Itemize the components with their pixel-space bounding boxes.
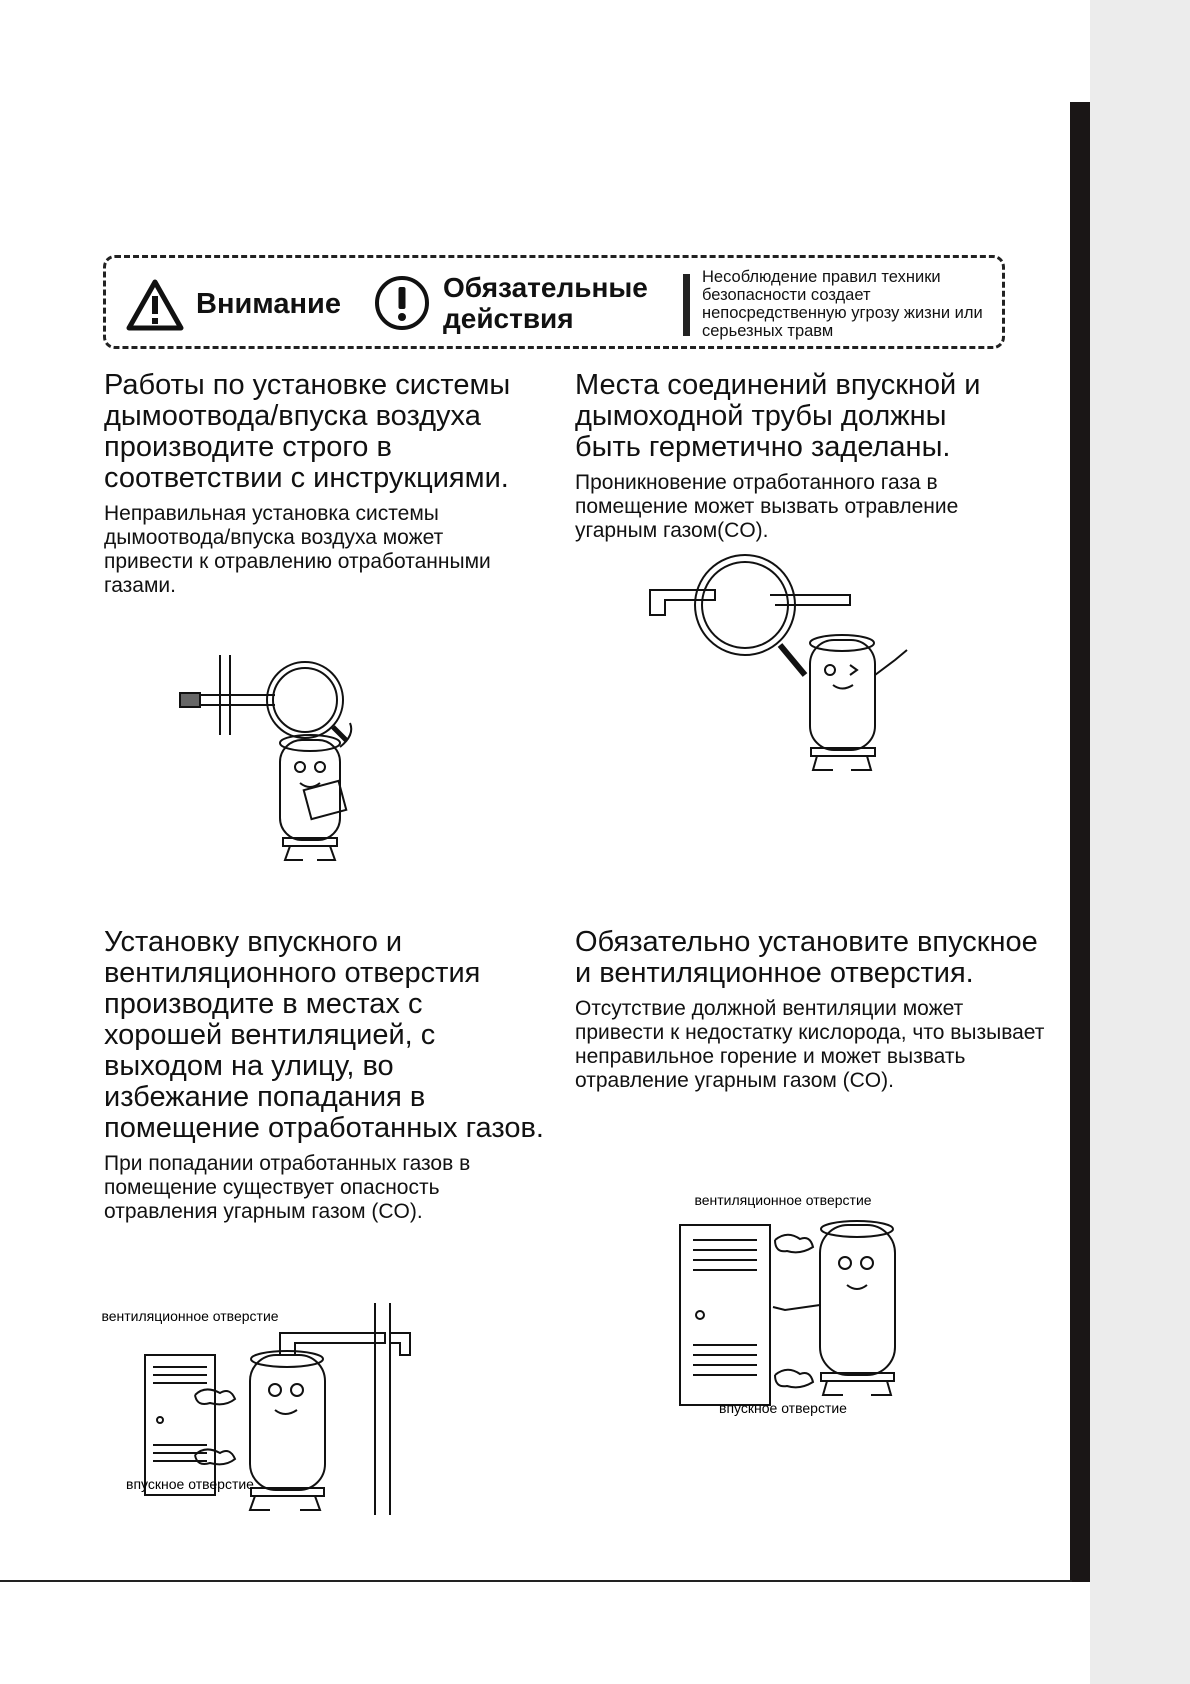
vent-hole-label: вентиляционное отверстие	[694, 1192, 872, 1208]
mandatory-label: Обязательные действия	[443, 272, 648, 334]
mandatory-exclamation-icon	[373, 274, 431, 332]
section-heading: Установку впускного и вентиляционного отверстия производите в местах с хорошей вентиляцией, с выходом на улицу, во избежание попадания в помещение отработанных газов.	[104, 926, 544, 1144]
section-edge-bar	[1070, 102, 1090, 1582]
heater-vent-location-illustration	[101, 1295, 445, 1520]
heater-seal-illustration	[645, 565, 925, 790]
legend-note: Несоблюдение правил техники безопасности создает непосредственную угрозу жизни или серьезных травм	[702, 268, 983, 340]
vent-hole-label: вентиляционное отверстие	[101, 1308, 279, 1324]
section-vent-location	[104, 927, 544, 1224]
section-vent-required	[575, 927, 1045, 1093]
section-installation	[104, 370, 524, 598]
footer-rule	[0, 1580, 1072, 1582]
section-body: Неправильная установка системы дымоотвода/впуска воздуха может привести к отравлению отработанными газами.	[104, 502, 491, 597]
legend-divider	[683, 274, 690, 336]
section-heading: Обязательно установите впускное и вентиляционное отверстия.	[575, 926, 1038, 989]
safety-legend	[103, 255, 1005, 349]
warning-triangle-icon	[126, 278, 184, 332]
intake-hole-label: впускное отверстие	[719, 1400, 847, 1416]
section-body: Отсутствие должной вентиляции может привести к недостатку кислорода, что вызывает неправильное горение и может вызвать отравление угарным газом (CO).	[575, 997, 1045, 1092]
section-sealing	[575, 370, 1015, 543]
section-body: При попадании отработанных газов в помещение существует опасность отравления угарным газом (CO).	[104, 1152, 471, 1223]
section-heading: Места соединений впускной и дымоходной трубы должны быть герметично заделаны.	[575, 369, 981, 463]
heater-manual-illustration	[175, 655, 395, 870]
warning-label: Внимание	[196, 288, 341, 320]
page-gutter	[1090, 0, 1190, 1684]
intake-hole-label: впускное отверстие	[126, 1476, 254, 1492]
section-body: Проникновение отработанного газа в помещение может вызвать отравление угарным газом(CO).	[575, 471, 959, 542]
heater-vent-required-illustration	[675, 1192, 945, 1425]
section-heading: Работы по установке системы дымоотвода/впуска воздуха производите строго в соответствии с инструкциями.	[104, 369, 511, 494]
